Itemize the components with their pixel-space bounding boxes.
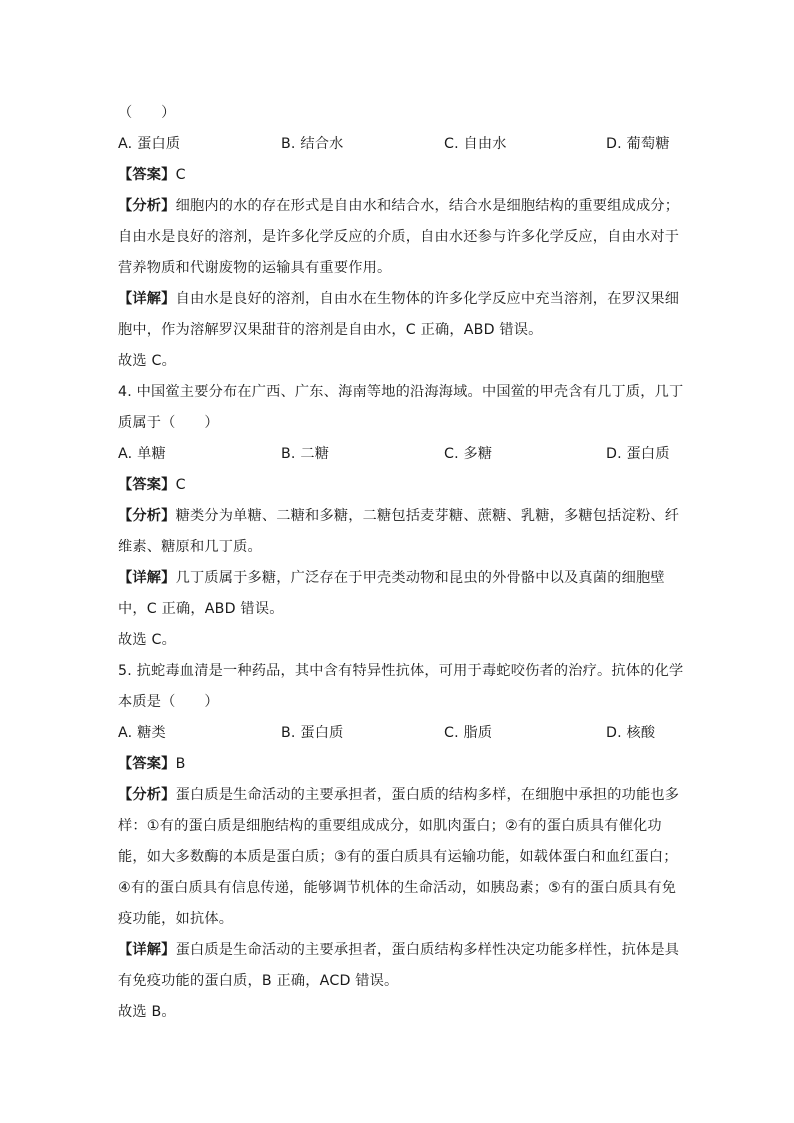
q3-detail-text: 自由水是良好的溶剂，自由水在生物体的许多化学反应中充当溶剂，在罗汉果细 (175, 291, 680, 307)
q4-answer-value: C (175, 477, 186, 493)
q5-answer (118, 749, 678, 780)
q5-detail-line-2: 有免疫功能的蛋白质，B 正确，ACD 错误。 (118, 973, 399, 989)
q5-option-d: D. 核酸 (606, 725, 656, 741)
q4-option-c: C. 多糖 (444, 446, 493, 462)
q3-option-c: C. 自由水 (444, 136, 507, 152)
q4-analysis-tag: 【分析】 (118, 508, 176, 524)
q3-answer-value: C (175, 167, 186, 183)
page-content (118, 98, 684, 1028)
q3-options (118, 129, 678, 160)
q5-detail-line-1 (118, 935, 678, 966)
q3-answer-tag: 【答案】 (118, 167, 176, 183)
q3-answer (118, 160, 678, 191)
q3-detail-line-1 (118, 284, 678, 315)
q5-analysis-line-3: 能，如大多数酶的本质是蛋白质；③有的蛋白质具有运输功能，如载体蛋白和血红蛋白； (118, 849, 678, 865)
q5-options (118, 718, 678, 749)
q5-analysis-line-5: 疫功能，如抗体。 (118, 911, 234, 927)
q4-answer (118, 470, 678, 501)
q4-detail-text: 几丁质属于多糖，广泛存在于甲壳类动物和昆虫的外骨骼中以及真菌的细胞壁 (175, 570, 665, 586)
q4-analysis-line-2: 维素、糖原和几丁质。 (118, 539, 262, 555)
q5-stem-line-1: 5. 抗蛇毒血清是一种药品，其中含有特异性抗体，可用于毒蛇咬伤者的治疗。抗体的化学 (118, 663, 684, 679)
q4-analysis-text: 糖类分为单糖、二糖和多糖，二糖包括麦芽糖、蔗糖、乳糖，多糖包括淀粉、纤 (175, 508, 680, 524)
q5-option-b: B. 蛋白质 (281, 725, 344, 741)
q5-answer-tag: 【答案】 (118, 756, 176, 772)
q4-detail-line-2: 中，C 正确，ABD 错误。 (118, 601, 284, 617)
q5-detail-text: 蛋白质是生命活动的主要承担者，蛋白质结构多样性决定功能多样性，抗体是具 (175, 942, 680, 958)
q3-analysis-line-2: 自由水是良好的溶剂，是许多化学反应的介质，自由水还参与许多化学反应，自由水对于 (118, 229, 680, 245)
q5-option-c: C. 脂质 (444, 725, 493, 741)
q5-answer-value: B (175, 756, 186, 772)
q5-analysis-text: 蛋白质是生命活动的主要承担者，蛋白质的结构多样，在细胞中承担的功能也多 (175, 787, 680, 803)
q5-stem-line-2: 本质是（ ） (118, 694, 219, 710)
q5-analysis-tag: 【分析】 (118, 787, 176, 803)
q3-analysis-line-1 (118, 191, 678, 222)
q3-analysis-line-3: 营养物质和代谢废物的运输具有重要作用。 (118, 260, 392, 276)
q4-options (118, 439, 678, 470)
q5-option-a: A. 糖类 (118, 725, 166, 741)
q3-detail-tag: 【详解】 (118, 291, 176, 307)
q5-analysis-line-2: 样：①有的蛋白质是细胞结构的重要组成成分，如肌肉蛋白；②有的蛋白质具有催化功 (118, 818, 662, 834)
q4-option-d: D. 蛋白质 (606, 446, 670, 462)
q4-stem-line-1: 4. 中国鲎主要分布在广西、广东、海南等地的沿海海域。中国鲎的甲壳含有几丁质，几丁 (118, 384, 684, 400)
q5-analysis-line-4: ④有的蛋白质具有信息传递，能够调节机体的生命活动，如胰岛素；⑤有的蛋白质具有免 (118, 880, 677, 896)
q4-stem-line-2: 质属于（ ） (118, 415, 219, 431)
q3-option-a: A. 蛋白质 (118, 136, 181, 152)
q3-analysis-tag: 【分析】 (118, 198, 176, 214)
q5-choose: 故选 B。 (118, 1004, 176, 1020)
q4-option-a: A. 单糖 (118, 446, 166, 462)
q4-analysis-line-1 (118, 501, 678, 532)
q4-option-b: B. 二糖 (281, 446, 330, 462)
q3-analysis-text: 细胞内的水的存在形式是自由水和结合水，结合水是细胞结构的重要组成成分； (175, 198, 680, 214)
q4-choose: 故选 C。 (118, 632, 176, 648)
q3-stem-tail: （ ） (118, 105, 176, 121)
q3-choose: 故选 C。 (118, 353, 176, 369)
q3-detail-line-2: 胞中，作为溶解罗汉果甜苷的溶剂是自由水，C 正确，ABD 错误。 (118, 322, 543, 338)
q3-option-d: D. 葡萄糖 (606, 136, 670, 152)
q5-detail-tag: 【详解】 (118, 942, 176, 958)
q3-option-b: B. 结合水 (281, 136, 344, 152)
q4-answer-tag: 【答案】 (118, 477, 176, 493)
q4-detail-tag: 【详解】 (118, 570, 176, 586)
q5-analysis-line-1 (118, 780, 678, 811)
q4-detail-line-1 (118, 563, 678, 594)
